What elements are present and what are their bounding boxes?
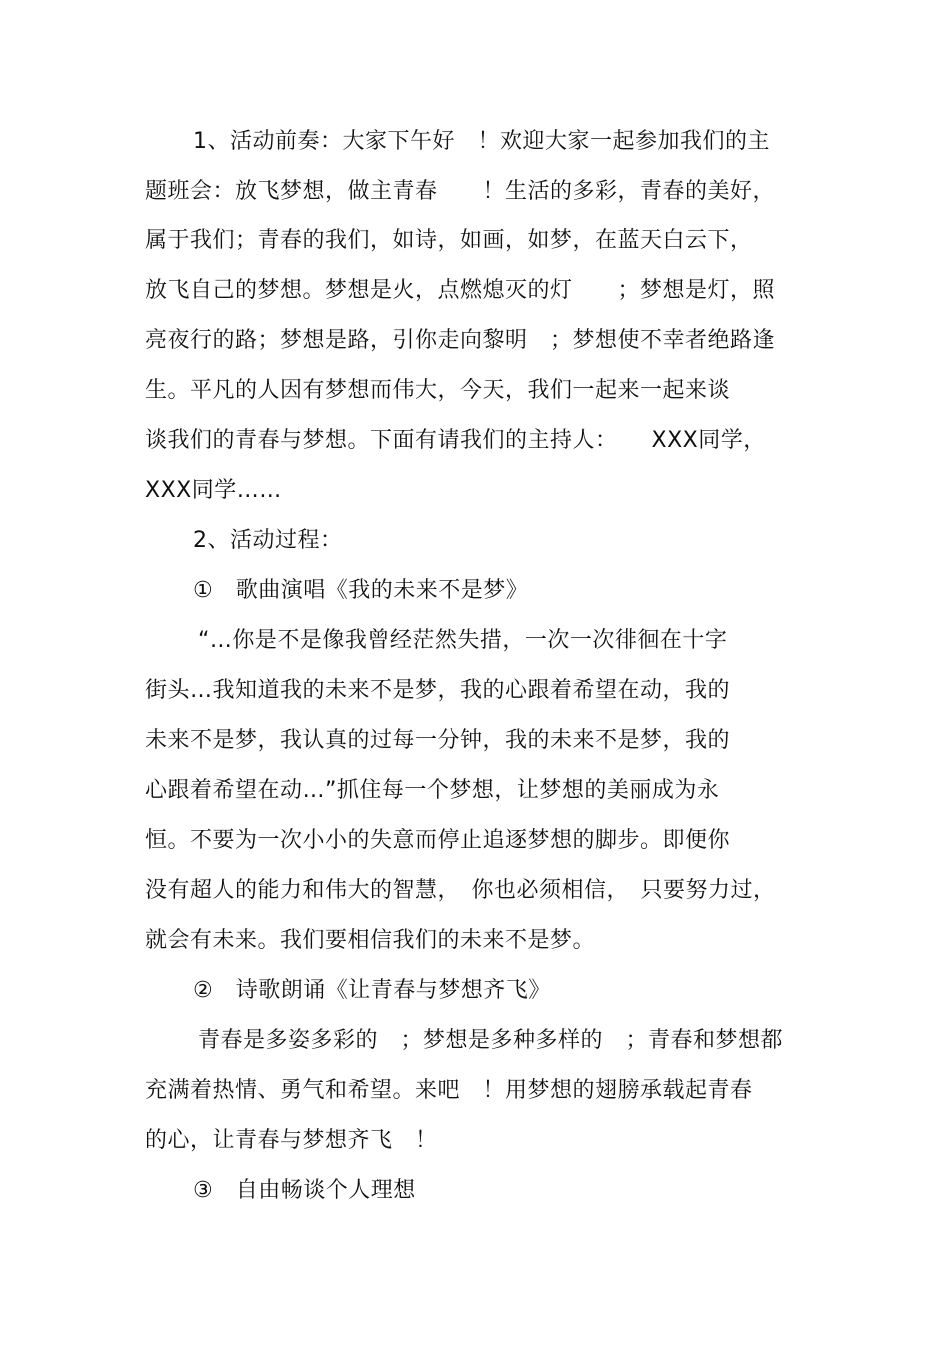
paragraph-line: 恒。不要为一次小小的失意而停止追逐梦想的脚步。即便你 xyxy=(145,828,731,853)
paragraph-line: 未来不是梦，我认真的过每一分钟，我的未来不是梦，我的 xyxy=(145,728,731,753)
paragraph-line: 心跟着希望在动…”抓住每一个梦想，让梦想的美丽成为永 xyxy=(145,778,720,803)
paragraph-line: 放飞自己的梦想。梦想是火，点燃熄灭的灯 ；梦想是灯，照 xyxy=(145,278,776,303)
section-heading: 2、活动过程： xyxy=(193,528,343,553)
paragraph-line: 亮夜行的路；梦想是路，引你走向黎明 ；梦想使不幸者绝路逢 xyxy=(145,328,776,353)
paragraph-line: 1、活动前奏：大家下午好 ！欢迎大家一起参加我们的主 xyxy=(193,129,770,154)
paragraph-line: 的心，让青春与梦想齐飞 ！ xyxy=(145,1128,438,1153)
paragraph-line: 生。平凡的人因有梦想而伟大，今天，我们一起来一起来谈 xyxy=(145,378,731,403)
subsection-heading: ③ 自由畅谈个人理想 xyxy=(193,1178,416,1203)
paragraph-line: 街头…我知道我的未来不是梦，我的心跟着希望在动，我的 xyxy=(145,678,731,703)
paragraph-line: 青春是多姿多彩的 ；梦想是多种多样的 ；青春和梦想都 xyxy=(198,1028,784,1053)
paragraph-line: 谈我们的青春与梦想。下面有请我们的主持人： XXX同学， xyxy=(145,428,766,453)
paragraph-line: 就会有未来。我们要相信我们的未来不是梦。 xyxy=(145,928,596,953)
subsection-heading: ② 诗歌朗诵《让青春与梦想齐飞》 xyxy=(193,978,551,1003)
subsection-heading: ① 歌曲演唱《我的未来不是梦》 xyxy=(193,578,529,603)
paragraph-line: XXX同学…… xyxy=(145,478,282,503)
paragraph-line: “…你是不是像我曾经茫然失措，一次一次徘徊在十字 xyxy=(198,628,728,653)
paragraph-line: 没有超人的能力和伟大的智慧， 你也必须相信， 只要努力过， xyxy=(145,878,776,903)
paragraph-line: 题班会：放飞梦想，做主青春 ！生活的多彩，青春的美好， xyxy=(145,179,776,204)
paragraph-line: 属于我们；青春的我们，如诗，如画，如梦，在蓝天白云下， xyxy=(145,228,753,253)
paragraph-line: 充满着热情、勇气和希望。来吧 ！用梦想的翅膀承载起青春 xyxy=(145,1078,753,1103)
